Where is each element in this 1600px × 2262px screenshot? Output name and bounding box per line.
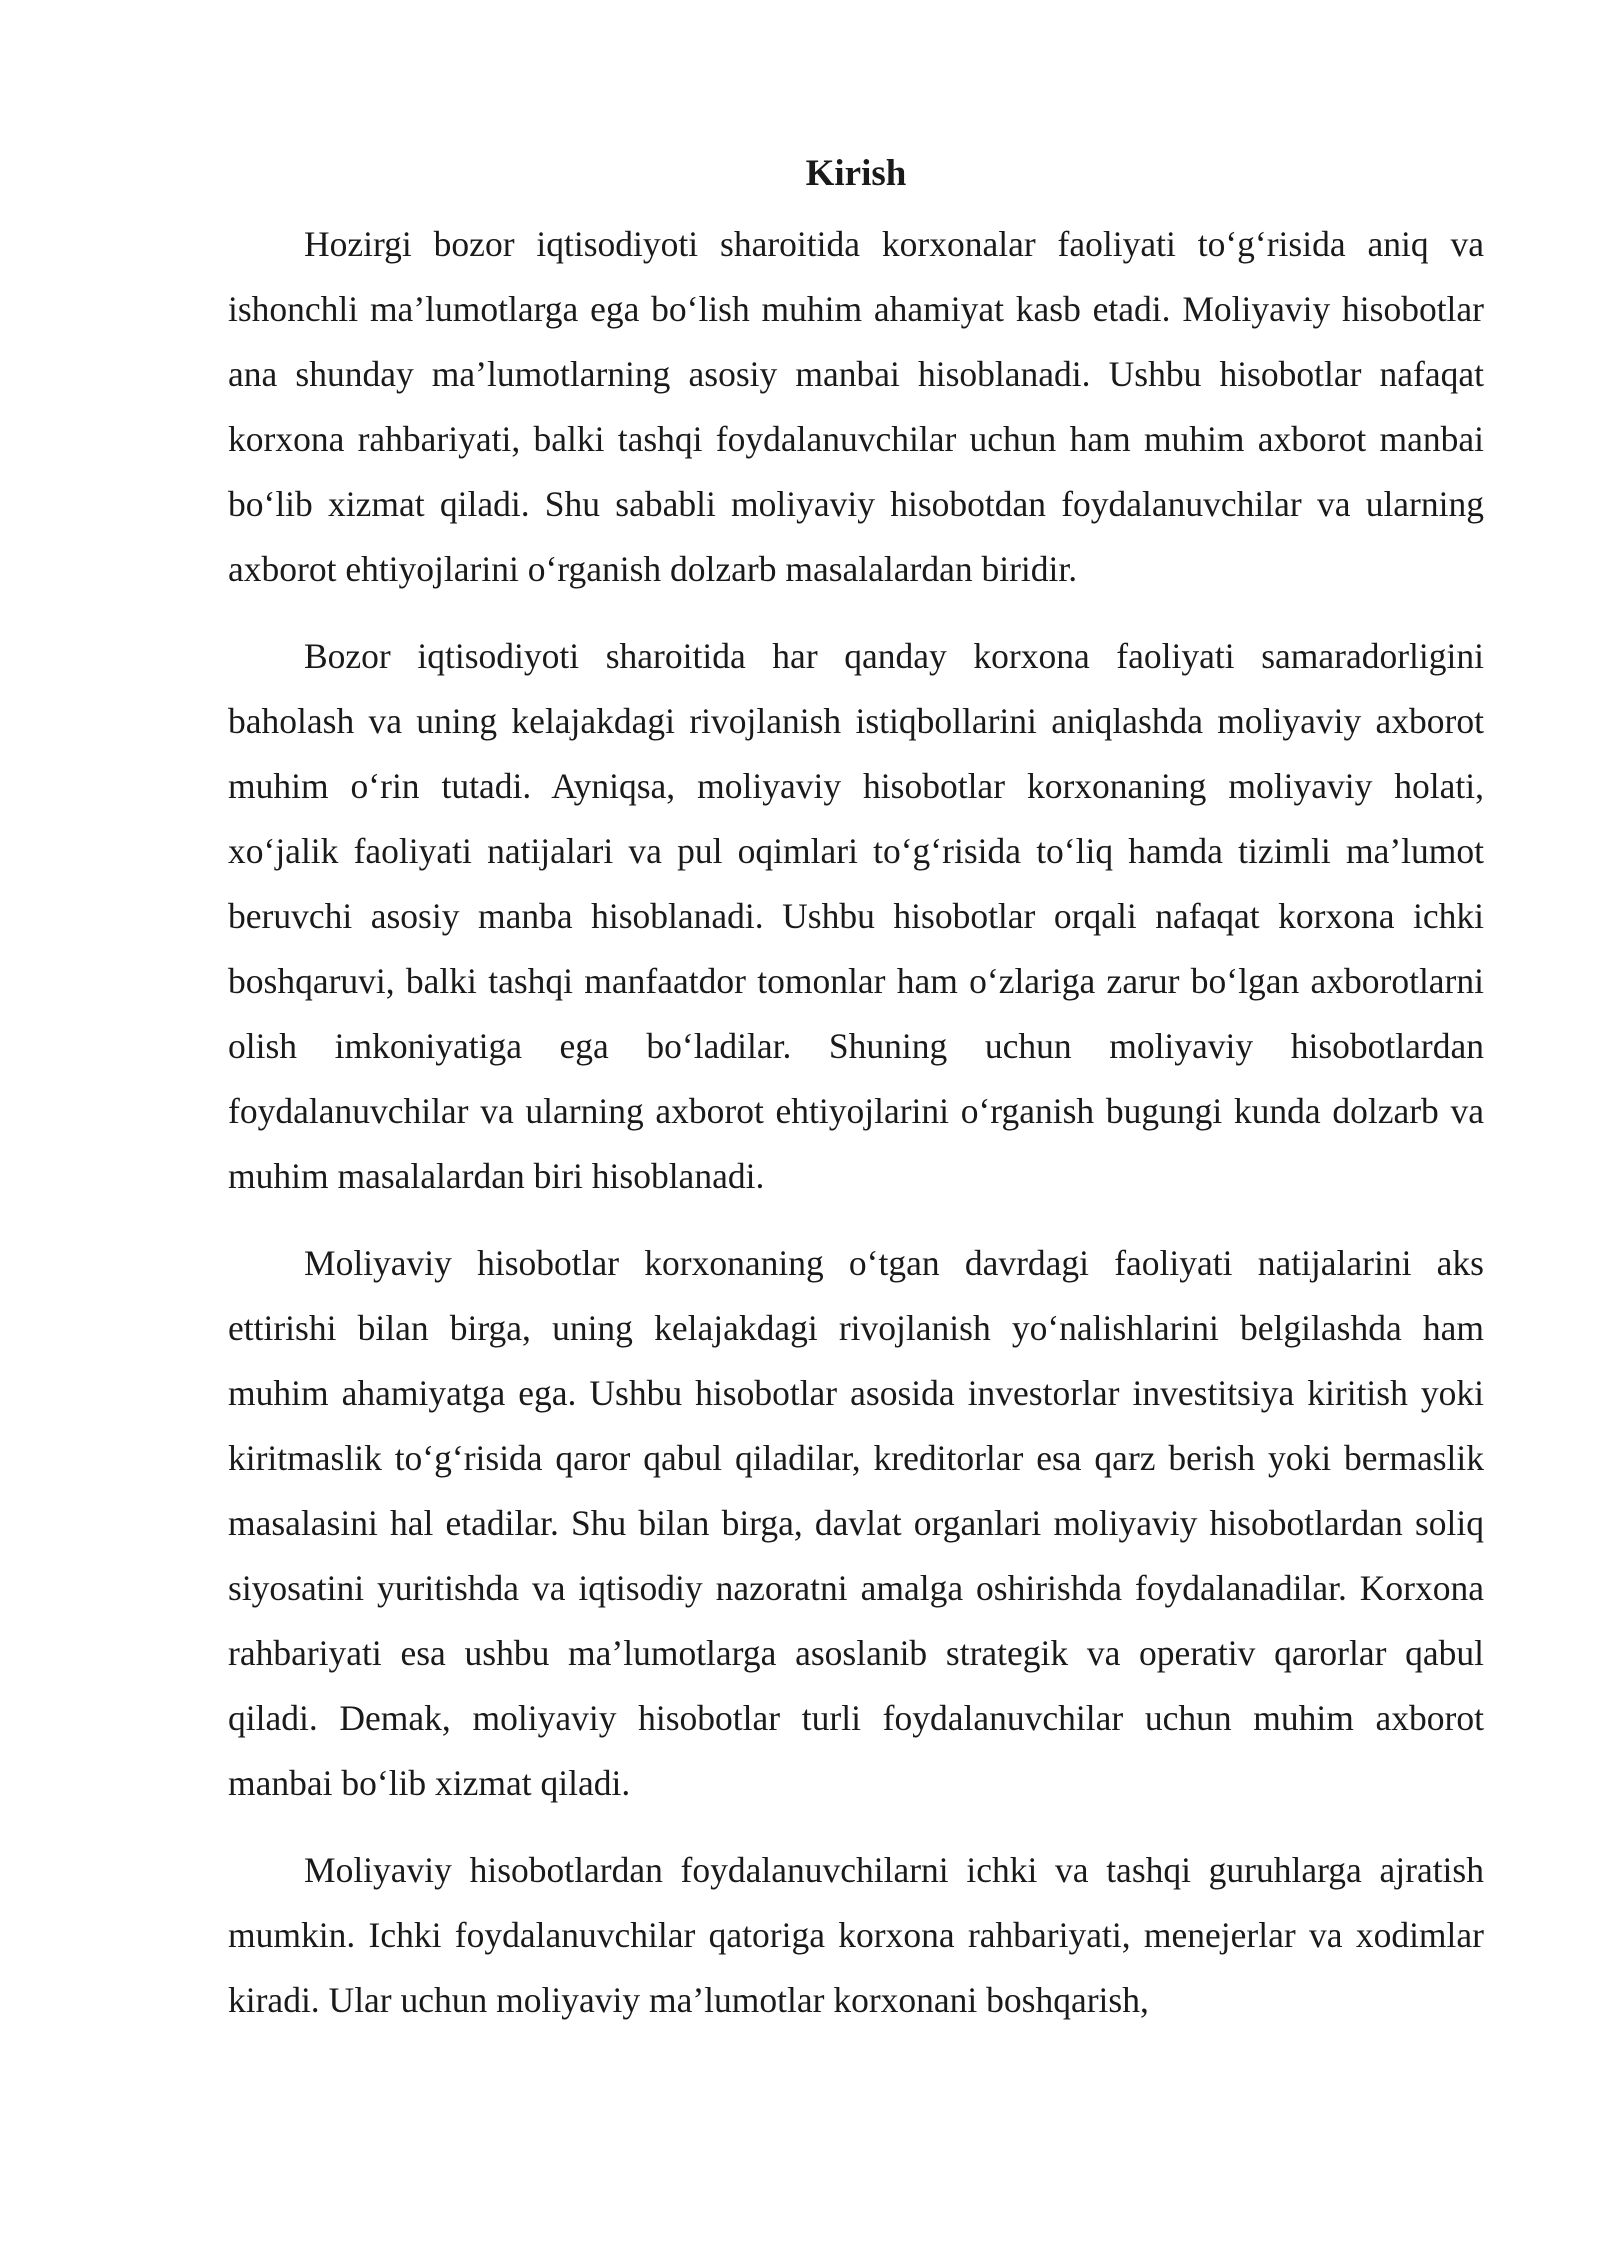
paragraph-1: Hozirgi bozor iqtisodiyoti sharoitida korxonalar faoliyati to‘g‘risida aniq va ishonchli ma’lumotlarga ega bo‘lish muhim ahamiyat kasb etadi. Moliyaviy hisobotlar ana shunday ma’lumotlarning asosiy manbai hisoblanadi. Ushbu hisobotlar nafaqat korxona rahbariyati, balki tashqi foydalanuvchilar uchun ham muhim axborot manbai bo‘lib xizmat qiladi. Shu sababli moliyaviy hisobotdan foydalanuvchilar va ularning axborot ehtiyojlarini o‘rganish dolzarb masalalardan biridir.	[228, 224, 1484, 589]
paragraph-2: Bozor iqtisodiyoti sharoitida har qanday korxona faoliyati samaradorligini baholash va uning kelajakdagi rivojlanish istiqbollarini aniqlashda moliyaviy axborot muhim o‘rin tutadi. Ayniqsa, moliyaviy hisobotlar korxonaning moliyaviy holati, xo‘jalik faoliyati natijalari va pul oqimlari to‘g‘risida to‘liq hamda tizimli ma’lumot beruvchi asosiy manba hisoblanadi. Ushbu hisobotlar orqali nafaqat korxona ichki boshqaruvi, balki tashqi manfaatdor tomonlar ham o‘zlariga zarur bo‘lgan axborotlarni olish imkoniyatiga ega bo‘ladilar. Shuning uchun moliyaviy hisobotlardan foydalanuvchilar va ularning axborot ehtiyojlarini o‘rganish bugungi kunda dolzarb va muhim masalalardan biri hisoblanadi.	[228, 636, 1484, 1196]
document-body	[228, 148, 1484, 2055]
paragraph-3: Moliyaviy hisobotlar korxonaning o‘tgan davrdagi faoliyati natijalarini aks ettirishi bilan birga, uning kelajakdagi rivojlanish yo‘nalishlarini belgilashda ham muhim ahamiyatga ega. Ushbu hisobotlar asosida investorlar investitsiya kiritish yoki kiritmaslik to‘g‘risida qaror qabul qiladilar, kreditorlar esa qarz berish yoki bermaslik masalasini hal etadilar. Shu bilan birga, davlat organlari moliyaviy hisobotlardan soliq siyosatini yuritishda va iqtisodiy nazoratni amalga oshirishda foydalanadilar. Korxona rahbariyati esa ushbu ma’lumotlarga asoslanib strategik va operativ qarorlar qabul qiladi. Demak, moliyaviy hisobotlar turli foydalanuvchilar uchun muhim axborot manbai bo‘lib xizmat qiladi.	[228, 1243, 1484, 1803]
paragraph-4: Moliyaviy hisobotlardan foydalanuvchilarni ichki va tashqi guruhlarga ajratish mumkin. Ichki foydalanuvchilar qatoriga korxona rahbariyati, menejerlar va xodimlar kiradi. Ular uchun moliyaviy ma’lumotlar korxonani boshqarish,	[228, 1850, 1484, 2020]
section-title: Kirish	[805, 153, 907, 194]
